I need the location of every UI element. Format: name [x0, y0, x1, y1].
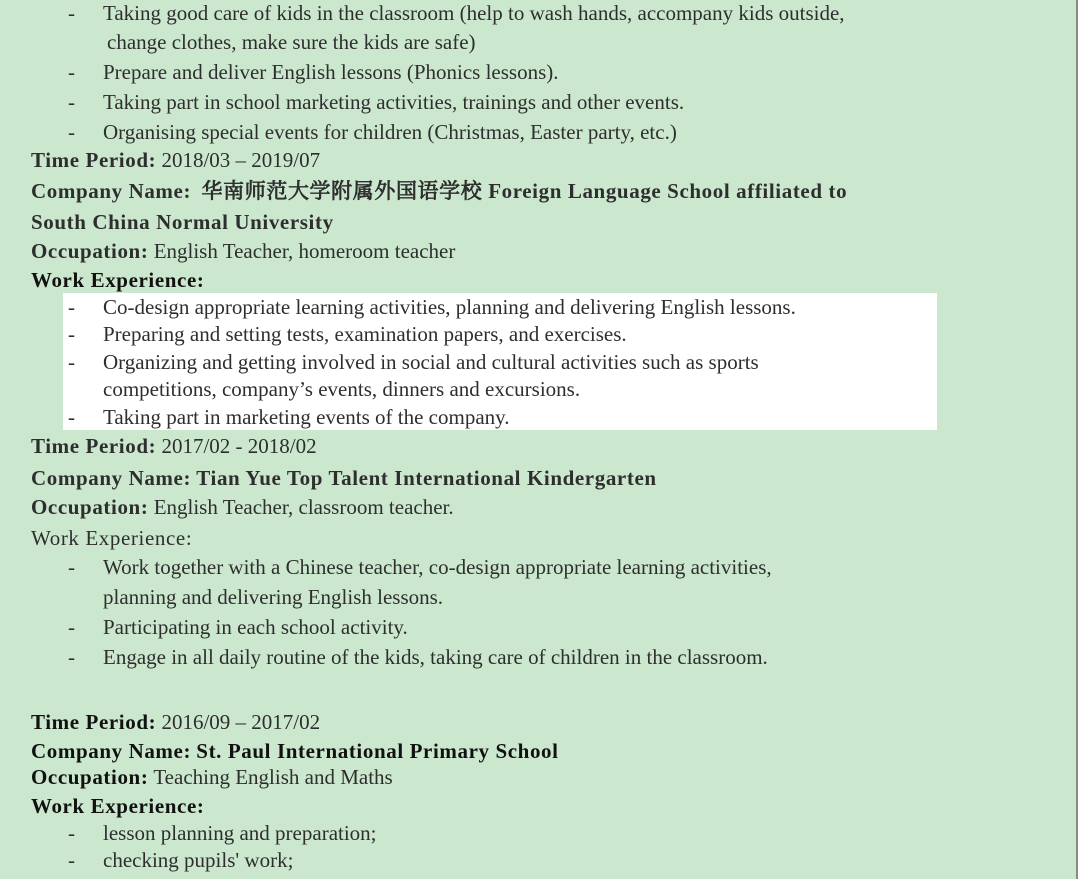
bullet-text: Participating in each school activity. — [103, 615, 408, 639]
bullet-dash: - — [68, 322, 75, 346]
time-period-label: Time Period: — [31, 710, 157, 734]
bullet-dash: - — [68, 90, 75, 114]
bullet-dash: - — [68, 60, 75, 84]
work-experience-label: Work Experience: — [31, 526, 193, 550]
page-right-edge — [1076, 0, 1082, 879]
bullet-text: Preparing and setting tests, examination papers, and exercises. — [103, 322, 627, 346]
bullet-dash: - — [68, 555, 75, 579]
bullet-text: Taking good care of kids in the classroom (help to wash hands, accompany kids outside, — [103, 1, 845, 25]
company-name-value: Tian Yue Top Talent International Kindergarten — [196, 466, 657, 490]
work-experience-label: Work Experience: — [31, 268, 205, 292]
time-period-row — [31, 709, 320, 735]
company-name-label: Company Name: — [31, 179, 192, 203]
bullet-dash: - — [68, 295, 75, 319]
time-period-label: Time Period: — [31, 148, 157, 172]
time-period-value: 2016/09 – 2017/02 — [161, 710, 321, 734]
company-name-value: 华南师范大学附属外国语学校 Foreign Language School affiliated to — [201, 179, 848, 203]
bullet-dash: - — [68, 120, 75, 144]
company-name-row — [31, 738, 559, 764]
occupation-label: Occupation: — [31, 765, 149, 789]
time-period-value: 2017/02 - 2018/02 — [161, 434, 317, 458]
bullet-text: change clothes, make sure the kids are safe) — [107, 30, 476, 54]
bullet-text: Organizing and getting involved in social and cultural activities such as sports — [103, 350, 759, 374]
bullet-text: lesson planning and preparation; — [103, 821, 377, 845]
bullet-dash: - — [68, 1, 75, 25]
company-name-row — [31, 178, 847, 204]
occupation-row — [31, 764, 393, 790]
time-period-row — [31, 433, 317, 459]
company-name-label: Company Name: — [31, 466, 192, 490]
bullet-dash: - — [68, 405, 75, 429]
bullet-text: Prepare and deliver English lessons (Phonics lessons). — [103, 60, 559, 84]
bullet-text: planning and delivering English lessons. — [103, 585, 444, 609]
bullet-text: Organising special events for children (Christmas, Easter party, etc.) — [103, 120, 677, 144]
bullet-dash: - — [68, 645, 75, 669]
occupation-row — [31, 494, 454, 520]
work-experience-label: Work Experience: — [31, 794, 205, 818]
bullet-text: Engage in all daily routine of the kids, taking care of children in the classroom. — [103, 645, 768, 669]
company-name-row — [31, 465, 657, 491]
bullet-dash: - — [68, 848, 75, 872]
company-name-continued: South China Normal University — [31, 210, 334, 234]
bullet-text: Co-design appropriate learning activities, planning and delivering English lessons. — [103, 295, 796, 319]
bullet-dash: - — [68, 615, 75, 639]
bullet-text: Work together with a Chinese teacher, co-design appropriate learning activities, — [103, 555, 772, 579]
occupation-value: English Teacher, classroom teacher. — [153, 495, 454, 519]
time-period-label: Time Period: — [31, 434, 157, 458]
bullet-text: checking pupils' work; — [103, 848, 294, 872]
time-period-value: 2018/03 – 2019/07 — [161, 148, 321, 172]
bullet-dash: - — [68, 821, 75, 845]
bullet-dash: - — [68, 350, 75, 374]
occupation-label: Occupation: — [31, 495, 149, 519]
occupation-row — [31, 238, 455, 264]
company-name-value: St. Paul International Primary School — [196, 739, 559, 763]
time-period-row — [31, 147, 320, 173]
company-name-label: Company Name: — [31, 739, 192, 763]
bullet-text: competitions, company’s events, dinners and excursions. — [103, 377, 581, 401]
occupation-value: Teaching English and Maths — [153, 765, 393, 789]
bullet-text: Taking part in school marketing activities, trainings and other events. — [103, 90, 685, 114]
bullet-text: Taking part in marketing events of the company. — [103, 405, 510, 429]
occupation-label: Occupation: — [31, 239, 149, 263]
occupation-value: English Teacher, homeroom teacher — [153, 239, 456, 263]
